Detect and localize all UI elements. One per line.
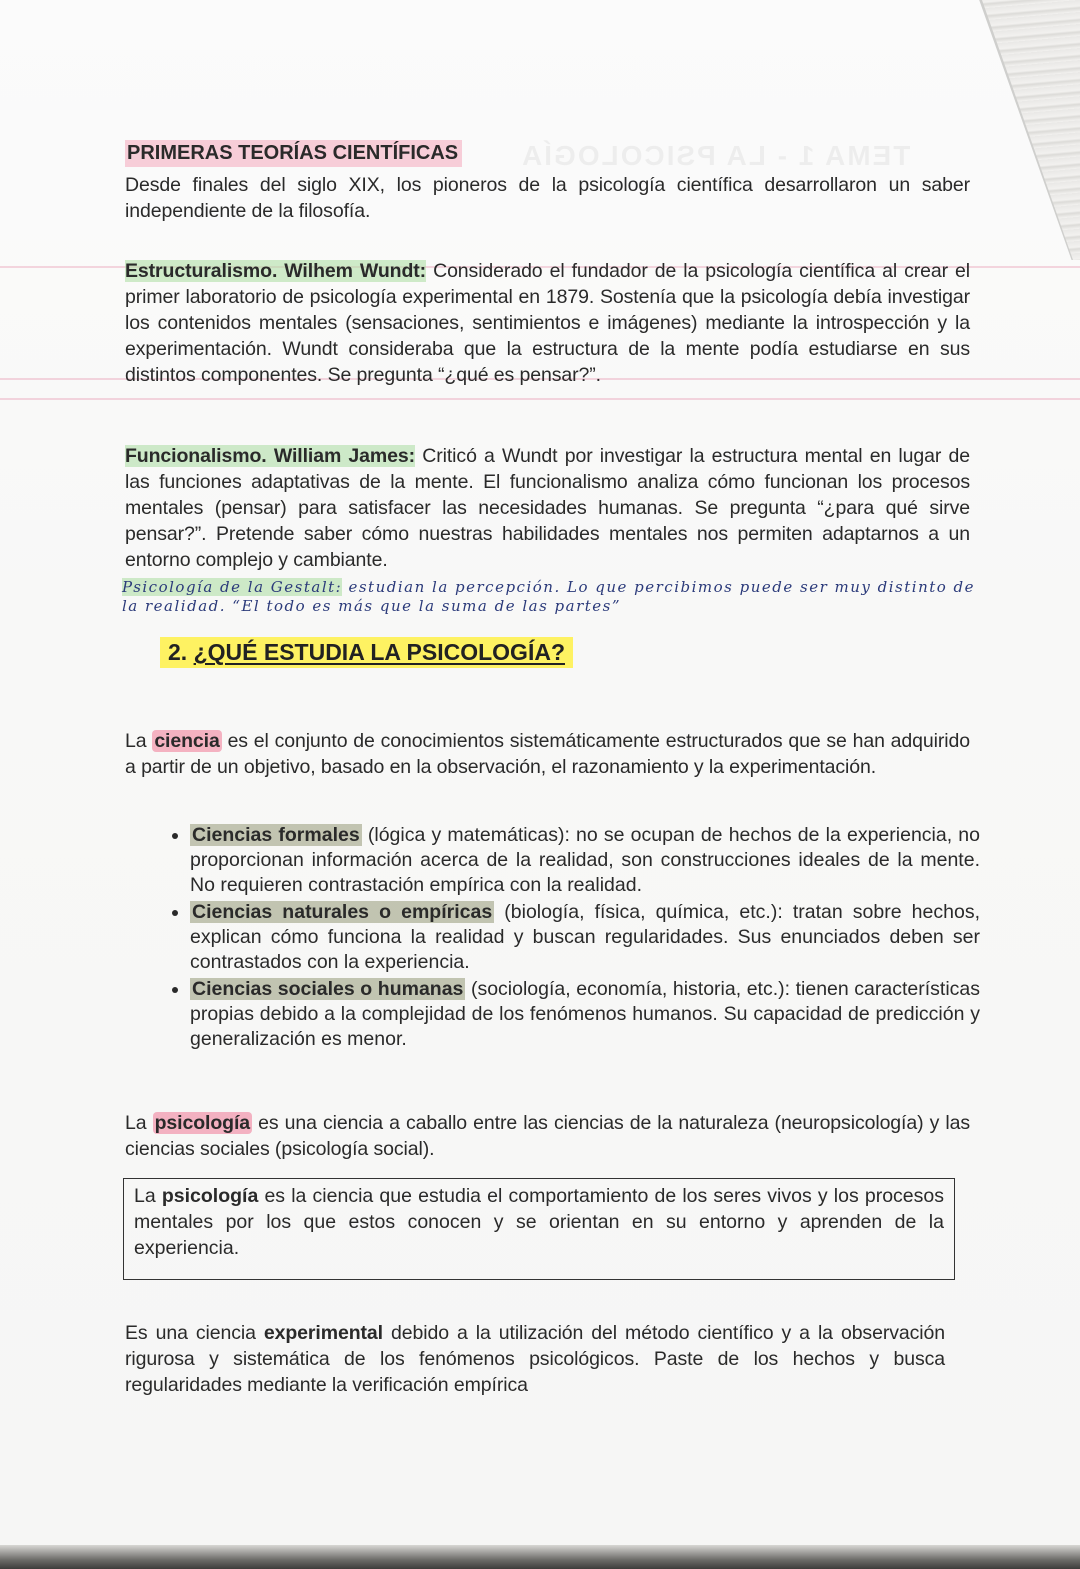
psicologia-text: es una ciencia a caballo entre las ciencias de la naturaleza (neuropsicología) y las ciencias sociales (psicología social). [125, 1112, 971, 1160]
margin-line [0, 398, 1080, 400]
list-item-sociales [190, 977, 980, 1052]
ciencias-list [160, 823, 980, 1054]
psicologia-prefix: La [125, 1112, 153, 1134]
bullet-term: Ciencias formales [192, 824, 360, 846]
page-bottom-edge [0, 1545, 1080, 1569]
ciencia-prefix: La [125, 730, 153, 752]
bullet-text: (sociología, economía, historia, etc.): tienen características propias debido a la complejidad de los fenómenos humanos. Su capacidad de predicción y generalización es menor. [190, 978, 980, 1050]
list-item-formales [190, 823, 980, 898]
funcionalismo-text: Criticó a Wundt por investigar la estructura mental en lugar de las funciones adaptativas de la mente. El funcionalismo analiza cómo funcionan los procesos mentales (pensar) para satisfacer las necesidades humanas. Se pregunta “¿para qué sirve pensar?”. Pretende saber cómo nuestras habilidades mentales nos permiten adaptarnos a un entorno complejo y cambiante. [125, 445, 970, 571]
definition-box [123, 1178, 955, 1280]
bullet-term: Ciencias sociales o humanas [192, 978, 464, 1000]
definition-term: psicología [161, 1185, 259, 1207]
intro-paragraph: Desde finales del siglo XIX, los pioneros de la psicología científica desarrollaron un saber independiente de la filosofía. [125, 174, 970, 222]
experimental-term: experimental [263, 1322, 383, 1344]
psicologia-term: psicología [154, 1112, 251, 1134]
handwritten-gestalt-note [122, 578, 982, 616]
gestalt-text: estudian la percepción. Lo que percibimos puede ser muy distinto de la realidad. “El todo es más que la suma de las partes” [122, 578, 976, 615]
showthrough-title: TEMA 1 - LA PSICOLOGÍA [520, 140, 911, 171]
bullet-text: (lógica y matemáticas): no se ocupan de hechos de la experiencia, no proporcionan información acerca de la realidad, son construcciones ideales de la mente. No requieren contrastación empírica con la realidad. [190, 824, 981, 896]
list-item-naturales [190, 900, 980, 975]
ciencia-paragraph [125, 728, 970, 780]
estructuralismo-label: Estructuralismo. Wilhem Wundt: [125, 260, 427, 282]
definition-prefix: La [134, 1185, 162, 1207]
experimental-text: debido a la utilización del método científico y a la observación rigurosa y sistemática de los fenómenos psicológicos. Paste de los hechos y busca regularidades mediante la verificación empírica [125, 1322, 945, 1396]
funcionalismo-label: Funcionalismo. William James: [125, 445, 416, 467]
ciencia-term: ciencia [154, 730, 220, 752]
section-number: 2. [168, 639, 188, 665]
funcionalismo-paragraph [125, 443, 970, 573]
estructuralismo-paragraph [125, 258, 970, 388]
estructuralismo-text: Considerado el fundador de la psicología científica al crear el primer laboratorio de psicología experimental en 1879. Sostenía que la psicología debía investigar los contenidos mentales (sensaciones, sentimientos e imágenes) mediante la introspección y la experimentación. Wundt consideraba que la estructura de la mente podía estudiarse en sus distintos componentes. Se pregunta “¿qué es pensar?”. [125, 260, 970, 386]
gestalt-label: Psicología de la Gestalt: [122, 578, 343, 596]
section-heading-que-estudia [160, 637, 573, 668]
section-heading-primeras-teorias: PRIMERAS TEORÍAS CIENTÍFICAS [125, 140, 462, 167]
bullet-text: (biología, física, química, etc.): tratan sobre hechos, explican cómo funciona la realidad y buscan regularidades. Sus enunciados deben ser contrastados con la experiencia. [190, 901, 980, 973]
experimental-paragraph [125, 1320, 945, 1398]
ciencia-text: es el conjunto de conocimientos sistemáticamente estructurados que se han adquirido a partir de un objetivo, basado en la observación, el razonamiento y la experimentación. [125, 730, 970, 778]
psicologia-paragraph [125, 1110, 970, 1162]
definition-text: es la ciencia que estudia el comportamiento de los seres vivos y los procesos mentales por los que estos conocen y se orientan en su entorno y aprenden de la experiencia. [134, 1185, 944, 1259]
section-title: ¿QUÉ ESTUDIA LA PSICOLOGÍA? [193, 639, 565, 665]
experimental-prefix: Es una ciencia [125, 1322, 264, 1344]
bullet-term: Ciencias naturales o empíricas [192, 901, 493, 923]
